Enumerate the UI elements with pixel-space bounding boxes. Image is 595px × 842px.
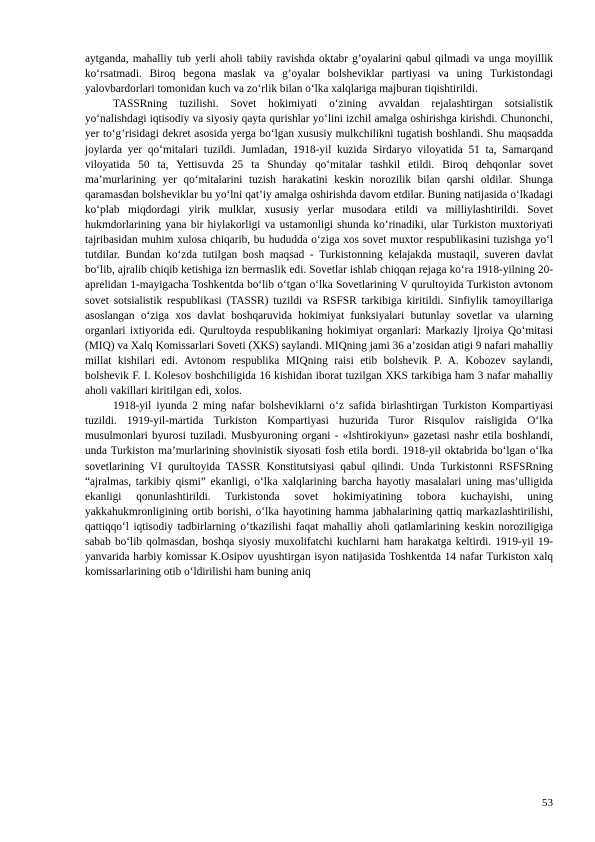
page-number: 53 bbox=[542, 797, 553, 809]
paragraph-kompartiya: 1918-yil iyunda 2 ming nafar bolsheviklarni o‘z safida birlashtirgan Turkiston Kompartiyasi tuzildi. 1919-yil-martida Turkiston Kompartiyasi huzurida Turor Risqulov raisligida O‘lka musulmonlari byurosi tuziladi. Musbyuroning organi - «Ishtirokiyun» gazetasi nashr etila boshlandi, unda Turkiston ma’murlarining shovinistik siyosati fosh etila bordi. 1918-yil oktabrida bo‘lgan o‘lka sovetlarining VI qurultoyida TASSR Konstitutsiyasi qabul qilindi. Unda Turkistonni RSFSRning “ajralmas, tarkibiy qismi” ekanligi, o‘lka xalqlarining barcha hayotiy masalalari uning mas’ulligida ekanligi qonunlashtirildi. Turkistonda sovet hokimiyatining tobora kuchayishi, uning yakkahukmronligining ortib borishi, o‘lka hayotining hamma jabhalarining qattiq markazlashtirilishi, qattiqqo‘l iqtisodiy tadbirlarning o‘tkazilishi faqat mahalliy aholi qatlamlarining keskin noroziligiga sabab bo‘lib qolmasdan, boshqa siyosiy muxolifatchi kuchlarni ham harakatga keltirdi. 1919-yil 19-yanvarida harbiy komissar K.Osipov uyushtirgan isyon natijasida Toshkentda 14 nafar Turkiston xalq komissarlarining otib o‘ldirilishi ham buning aniq bbox=[85, 400, 553, 579]
body-text bbox=[85, 52, 553, 580]
paragraph-tassr-formation: TASSRning tuzilishi. Sovet hokimiyati o‘zining avvaldan rejalashtirgan sotsialistik yo‘nalishdagi iqtisodiy va siyosiy qayta qurishlar yo‘lini izchil amalga oshirishga kirishdi. Chunonchi, yer to‘g’risidagi dekret asosida yerga bo‘lgan xususiy mulkchilikni tugatish boshlandi. Shu maqsadda joylarda yer qo‘mitalari tuzildi. Jumladan, 1918-yil kuzida Sirdaryo viloyatida 51 ta, Samarqand viloyatida 50 ta, Yettisuvda 25 ta Shunday qo‘mitalar tashkil etildi. Biroq dehqonlar sovet ma’murlarining yer qo‘mitalarini tuzish harakatini keskin norozilik bilan qarshi oldilar. Shunga qaramasdan bolsheviklar bu yo‘lni qat’iy amalga oshirishda davom etdilar. Buning natijasida o‘lkadagi ko‘plab miqdordagi yirik mulklar, xususiy yerlar musodara etildi va milliylashtirildi. Sovet hukmdorlarining yana bir hiylakorligi va ustamonligi shunda ko‘rinadiki, ular Turkiston muxtoriyati tajribasidan muhim xulosa chiqarib, bu hududda o‘ziga xos sovet muxtor respublikasini tuzishga yo‘l tutdilar. Bundan ko‘zda tutilgan bosh maqsad - Turkistonning kelajakda mustaqil, suveren davlat bo‘lib, ajralib chiqib ketishiga izn bermaslik edi. Sovetlar ishlab chiqqan rejaga ko‘ra 1918-yilning 20-aprelidan 1-mayigacha Toshkentda bo‘lib o‘tgan o‘lka Sovetlarining V qurultoyida Turkiston avtonom sovet sotsialistik respublikasi (TASSR) tuzildi va RSFSR tarkibiga kiritildi. Sinfiylik tamoyillariga asoslangan o‘ziga xos davlat boshqaruvida hokimiyat funksiyalari butunlay sovetlar va ularning organlari ixtiyorida edi. Qurultoyda respublikaning hokimiyat organlari: Markaziy Ijroiya Qo‘mitasi (MIQ) va Xalq Komissarlari Soveti (XKS) saylandi. MIQning jami 36 a’zosidan atigi 9 nafari mahalliy millat kishilari edi. Avtonom respublika MIQning raisi etib bolshevik P. A. Kobozev saylandi, bolshevik F. I. Kolesov boshchiligida 16 kishidan iborat tuzilgan XKS tarkibiga ham 3 nafar mahalliy aholi vakillari kiritilgan edi, xolos. bbox=[85, 98, 553, 398]
paragraph-continuation: aytganda, mahalliy tub yerli aholi tabiiy ravishda oktabr g’oyalarini qabul qilmadi va unga moyillik ko‘rsatmadi. Biroq begona maslak va g’oyalar bolsheviklar partiyasi va uning Turkistondagi yalovbardorlari tomonidan kuch va zo‘rlik bilan o‘lka xalqlariga majburan tiqishtirildi. bbox=[85, 53, 553, 96]
